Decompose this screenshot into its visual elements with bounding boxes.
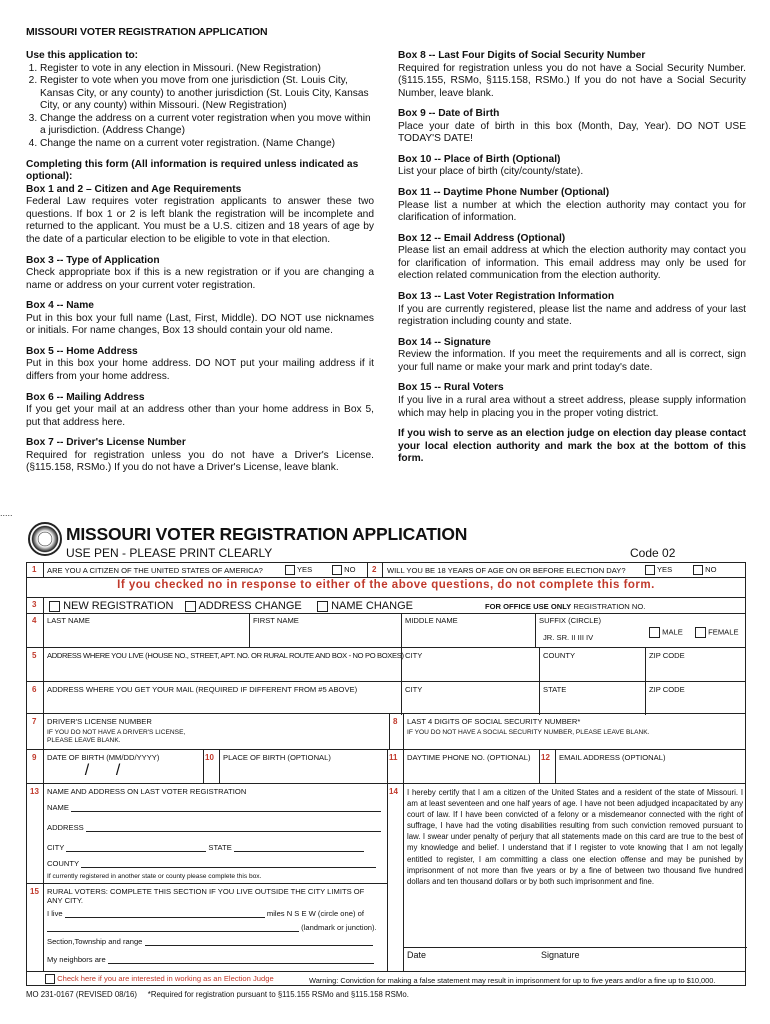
last-reg-address: ADDRESS — [47, 823, 381, 832]
instructions — [26, 26, 746, 474]
box-number: 5 — [32, 651, 37, 660]
form-id: MO 231-0167 (REVISED 08/16) — [26, 990, 137, 999]
box-number: 12 — [541, 753, 550, 762]
box-number: 6 — [32, 685, 37, 694]
required-note: *Required for registration pursuant to §115.155 RSMo and §115.158 RSMo. — [147, 990, 409, 999]
home-address-label: ADDRESS WHERE YOU LIVE (HOUSE NO., STREET, APT. NO. OR RURAL ROUTE AND BOX - NO PO BOXES) — [47, 651, 404, 660]
box-heading: Box 6 -- Mailing Address — [26, 391, 145, 403]
citizen-yes: YES — [285, 565, 312, 575]
last-reg-county: COUNTY — [47, 859, 376, 868]
box-number: 7 — [32, 717, 37, 726]
form-subtitle: USE PEN - PLEASE PRINT CLEARLY — [66, 546, 273, 560]
box-heading: Box 14 -- Signature — [398, 336, 491, 348]
box-number: 11 — [389, 753, 398, 762]
box-heading: Box 12 -- Email Address (Optional) — [398, 232, 566, 244]
use-heading: Use this application to: — [26, 50, 139, 61]
age-no-checkbox[interactable] — [693, 565, 703, 575]
new-registration-checkbox[interactable] — [49, 601, 60, 612]
cut-marks: ..... — [0, 508, 13, 518]
box-text: Put in this box your home address. DO NOT put your mailing address if it differs from your home address. — [26, 358, 374, 382]
female-checkbox[interactable] — [695, 627, 706, 638]
rural-section: Section,Township and range — [47, 937, 373, 946]
box-text: If you live in a rural area without a street address, please supply information which may help in placing you in the proper voting district. — [398, 394, 746, 419]
box-number: 1 — [32, 565, 37, 574]
age-question: WILL YOU BE 18 YEARS OF AGE ON OR BEFORE ELECTION DAY? — [387, 566, 626, 575]
home-city-label: CITY — [405, 651, 423, 660]
box-heading: Box 10 -- Place of Birth (Optional) — [398, 153, 561, 165]
male-option: MALE — [649, 627, 683, 638]
name-change-option: NAME CHANGE — [317, 600, 413, 612]
use-item: 2. Register to vote when you move from one jurisdiction (St. Louis City, Kansas City, or any county) to another jurisdiction (St. Louis City, Kansas City, or any county) within Missouri. (New Registration) — [40, 75, 374, 113]
form-title: MISSOURI VOTER REGISTRATION APPLICATION — [66, 524, 468, 544]
box-text: Please list an email address at which the election authority may contact you for clarification of information. This email address may only be used for election related communication from the election authority. — [398, 245, 746, 282]
name-change-checkbox[interactable] — [317, 601, 328, 612]
age-yes: YES — [645, 565, 672, 575]
office-use-label: FOR OFFICE USE ONLY REGISTRATION NO. — [485, 602, 646, 611]
rural-landmark: (landmark or junction). — [47, 923, 377, 932]
election-judge-checkbox[interactable] — [45, 974, 55, 984]
box-heading: Box 11 -- Daytime Phone Number (Optional) — [398, 187, 610, 199]
signature-label: Signature — [541, 950, 580, 960]
last-reg-name: NAME — [47, 803, 381, 812]
suffix-options[interactable]: JR. SR. II III IV — [543, 633, 594, 642]
age-no: NO — [693, 565, 717, 575]
box-number: 9 — [32, 753, 37, 762]
drivers-license-label: DRIVER'S LICENSE NUMBER — [47, 717, 152, 726]
phone-label: DAYTIME PHONE NO. (OPTIONAL) — [407, 753, 531, 762]
box-heading: Box 8 -- Last Four Digits of Social Security Number — [398, 50, 646, 61]
email-label: EMAIL ADDRESS (OPTIONAL) — [559, 753, 666, 762]
box-text: Required for registration unless you do not have a Driver's License. (§115.158, RSMo.) If you do not have a Driver's License, leave blank. — [26, 449, 374, 474]
use-item: 3. Change the address on a current voter registration when you move within a jurisdiction. (Address Change) — [40, 113, 374, 138]
use-list — [26, 63, 374, 151]
last-name-label: LAST NAME — [47, 616, 90, 625]
completing-heading: Completing this form (All information is required unless indicated as optional): — [26, 158, 359, 183]
box-heading: Box 15 -- Rural Voters — [398, 382, 504, 394]
drivers-license-note: IF YOU DO NOT HAVE A DRIVER'S LICENSE, PLEASE LEAVE BLANK. — [47, 729, 186, 744]
citizenship-warning: If you checked no in response to either of the above questions, do not complete this form. — [117, 579, 655, 591]
box-number: 13 — [30, 787, 39, 796]
ssn-label: LAST 4 DIGITS OF SOCIAL SECURITY NUMBER* — [407, 717, 581, 726]
ssn-note: IF YOU DO NOT HAVE A SOCIAL SECURITY NUMBER, PLEASE LEAVE BLANK. — [407, 729, 650, 736]
form-footer — [26, 990, 409, 999]
box-text: Check appropriate box if this is a new registration or if you are changing a name or address on your current voter registration. — [26, 267, 374, 291]
last-registration-label: NAME AND ADDRESS ON LAST VOTER REGISTRATION — [47, 787, 247, 796]
citizen-question: ARE YOU A CITIZEN OF THE UNITED STATES OF AMERICA? — [47, 566, 263, 575]
use-item: 4. Change the name on a current voter registration. (Name Change) — [40, 138, 374, 151]
mail-zip-label: ZIP CODE — [649, 685, 685, 694]
box-text: Federal Law requires voter registration applicants to answer these two questions. If box 1 or 2 is left blank the registration will be incomplete and returned to the applicant. You must be a U.S. citizen and 18 years of age by the date of a particular election to be eligible to vote in that election. — [26, 196, 374, 245]
box-number: 4 — [32, 616, 37, 625]
box-heading: Box 1 and 2 – Citizen and Age Requirements — [26, 183, 242, 195]
instructions-title: MISSOURI VOTER REGISTRATION APPLICATION — [26, 26, 268, 38]
box-number: 10 — [205, 753, 214, 762]
box-number: 2 — [372, 565, 377, 574]
box-heading: Box 3 -- Type of Application — [26, 254, 160, 266]
missouri-seal-icon — [28, 522, 62, 556]
pob-label: PLACE OF BIRTH (OPTIONAL) — [223, 753, 331, 762]
rural-neighbors: My neighbors are — [47, 955, 374, 964]
rural-voters-label: RURAL VOTERS: COMPLETE THIS SECTION IF YOU LIVE OUTSIDE THE CITY LIMITS OF ANY CITY. — [47, 887, 365, 905]
box-number: 8 — [393, 717, 398, 726]
suffix-label: SUFFIX (CIRCLE) — [539, 616, 602, 625]
use-item: 1. Register to vote in any election in Missouri. (New Registration) — [40, 63, 374, 76]
conviction-warning: Warning: Conviction for making a false statement may result in imprisonment for up to five years and/or a fine up to $10,000. — [309, 976, 716, 985]
new-registration-option: NEW REGISTRATION — [49, 600, 173, 612]
address-change-checkbox[interactable] — [185, 601, 196, 612]
certification-statement: I hereby certify that I am a citizen of the United States and a resident of the state of Missouri. I am at least seventeen and one half years of age. I have not been adjudged incapacitated by any court of law. If I have been convicted of a felony or a misdemeanor connected with the right of suffrage, I have had the voting disabilities resulting from such conviction removed pursuant to law. I swear under penalty of perjury that all statements made on this card are true to the best of my knowledge and belief. I understand that if I register to vote knowing that I am not legally entitled to register, I am committing a class one election offense and may be punished by imprisonment of not more than five years or by a fine of between two thousand five hundred dollars and ten thousand dollars or by both such imprisonment and fine. — [407, 788, 743, 886]
box-text: If you are currently registered, please list the name and address of your last registration including county and state. — [398, 303, 746, 328]
box-heading: Box 7 -- Driver's License Number — [26, 437, 186, 449]
rural-i-live: I live miles N S E W (circle one) of — [47, 909, 364, 918]
date-label: Date — [407, 950, 427, 960]
mail-city-label: CITY — [405, 685, 423, 694]
box-heading: Box 4 -- Name — [26, 300, 94, 312]
box-number: 3 — [32, 600, 37, 609]
citizen-no: NO — [332, 565, 356, 575]
middle-name-label: MIDDLE NAME — [405, 616, 458, 625]
box-text: List your place of birth (city/county/state). — [398, 166, 584, 178]
box-text: Put in this box your full name (Last, First, Middle). DO NOT use nicknames or initials. For name changes, Box 13 should contain your old name. — [26, 312, 374, 337]
box-text: Please list a number at which the election authority may contact you for clarification of information. — [398, 199, 746, 224]
male-checkbox[interactable] — [649, 627, 660, 638]
registration-form — [26, 562, 746, 986]
box-text: Required for registration unless you do not have a Social Security Number. (§115.155, RSMo, §115.158, RSMo.) If you do not have a Social Security Number, leave blank. — [398, 62, 746, 99]
box-number: 14 — [389, 787, 398, 796]
dob-slashes: / / — [67, 762, 121, 779]
first-name-label: FIRST NAME — [253, 616, 299, 625]
box-text: If you get your mail at an address other than your home address in Box 5, put that address here. — [26, 404, 374, 428]
box-text: Review the information. If you meet the requirements and all is correct, sign your full name or make your mark and print today's date. — [398, 349, 746, 373]
address-change-option: ADDRESS CHANGE — [185, 600, 302, 612]
female-option: FEMALE — [695, 627, 739, 638]
form-code: Code 02 — [630, 546, 676, 560]
instructions-right-column — [398, 50, 746, 466]
mail-address-label: ADDRESS WHERE YOU GET YOUR MAIL (REQUIRED IF DIFFERENT FROM #5 ABOVE) — [47, 685, 358, 694]
box-text: Place your date of birth in this box (Month, Day, Year). DO NOT USE TODAY'S DATE! — [398, 120, 746, 145]
box-heading: Box 5 -- Home Address — [26, 345, 138, 357]
box-number: 15 — [30, 887, 39, 896]
mail-state-label: STATE — [543, 685, 567, 694]
election-judge-note: If you wish to serve as an election judge on election day please contact your local election authority and mark the box at the bottom of this form. — [398, 428, 746, 465]
age-yes-checkbox[interactable] — [645, 565, 655, 575]
election-judge-option: Check here if you are interested in working as an Election Judge — [45, 974, 274, 984]
home-zip-label: ZIP CODE — [649, 651, 685, 660]
box-heading: Box 13 -- Last Voter Registration Information — [398, 291, 615, 303]
instructions-left-column — [26, 50, 374, 483]
box-heading: Box 9 -- Date of Birth — [398, 108, 500, 120]
citizen-no-checkbox[interactable] — [332, 565, 342, 575]
last-reg-note: If currently registered in another state or county please complete this box. — [47, 873, 262, 880]
home-county-label: COUNTY — [543, 651, 576, 660]
dob-label: DATE OF BIRTH (MM/DD/YYYY) — [47, 753, 160, 762]
citizen-yes-checkbox[interactable] — [285, 565, 295, 575]
last-reg-city-state: CITY STATE — [47, 843, 364, 852]
